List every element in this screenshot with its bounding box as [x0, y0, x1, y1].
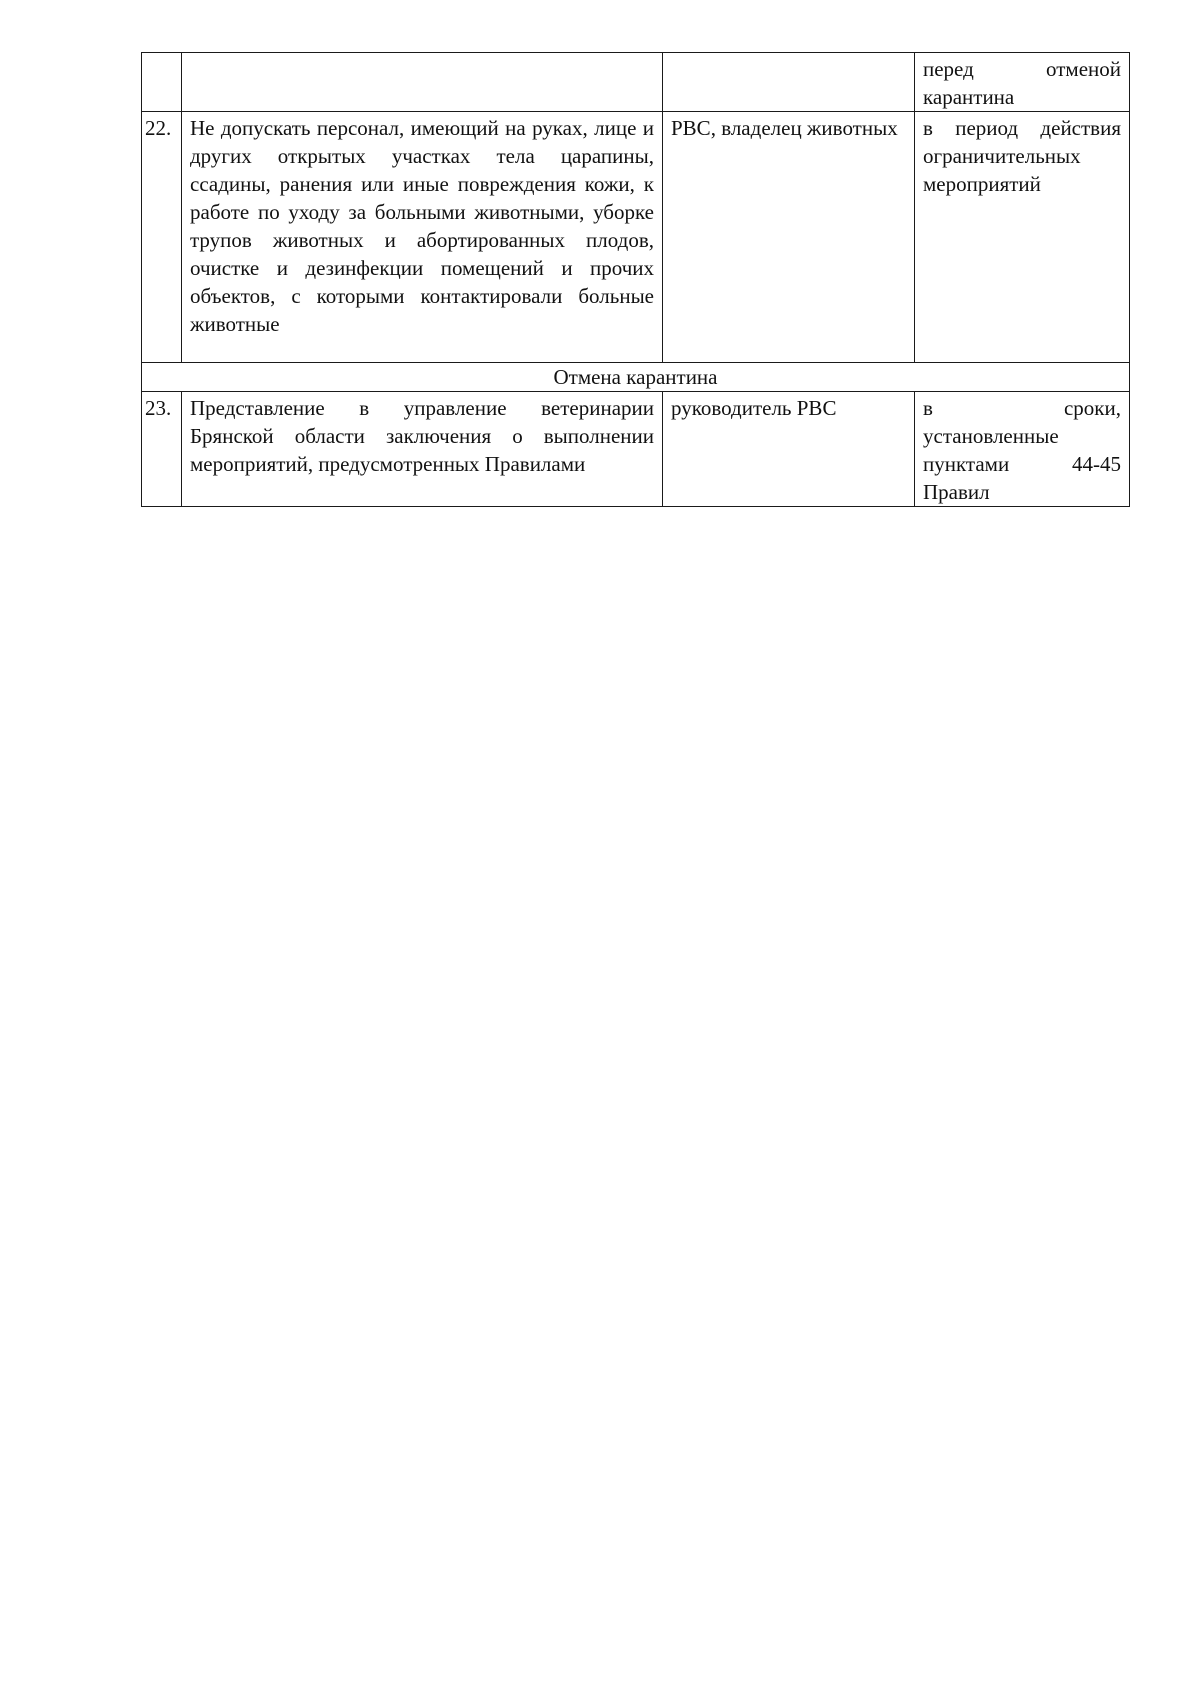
- table-row: [142, 112, 1130, 363]
- deadline-cell: в период действия ограничительных мероприятий: [915, 112, 1130, 363]
- responsible-cell: РВС, владелец животных: [663, 112, 915, 363]
- measures-table: [141, 52, 1130, 507]
- table-row: [142, 392, 1130, 507]
- responsible-cell: [663, 53, 915, 112]
- measure-cell: [182, 53, 663, 112]
- row-number: [142, 53, 182, 112]
- table-row: [142, 53, 1130, 112]
- responsible-cell: руководитель РВС: [663, 392, 915, 507]
- row-number: 22.: [142, 112, 182, 363]
- measure-cell: Представление в управление ветеринарии Брянской области заключения о выполнении мероприятий, предусмотренных Правилами: [182, 392, 663, 507]
- deadline-cell: перед отменой карантина: [915, 53, 1130, 112]
- section-header-row: [142, 363, 1130, 392]
- measure-cell: Не допускать персонал, имеющий на руках, лице и других открытых участках тела царапины, ссадины, ранения или иные повреждения кожи, к работе по уходу за больными животными, уборке трупов животных и абортированных плодов, очистке и дезинфекции помещений и прочих объектов, с которыми контактировали больные животные: [182, 112, 663, 363]
- deadline-cell: в сроки, установленные пунктами 44-45 Правил: [915, 392, 1130, 507]
- section-header: Отмена карантина: [142, 363, 1130, 392]
- row-number: 23.: [142, 392, 182, 507]
